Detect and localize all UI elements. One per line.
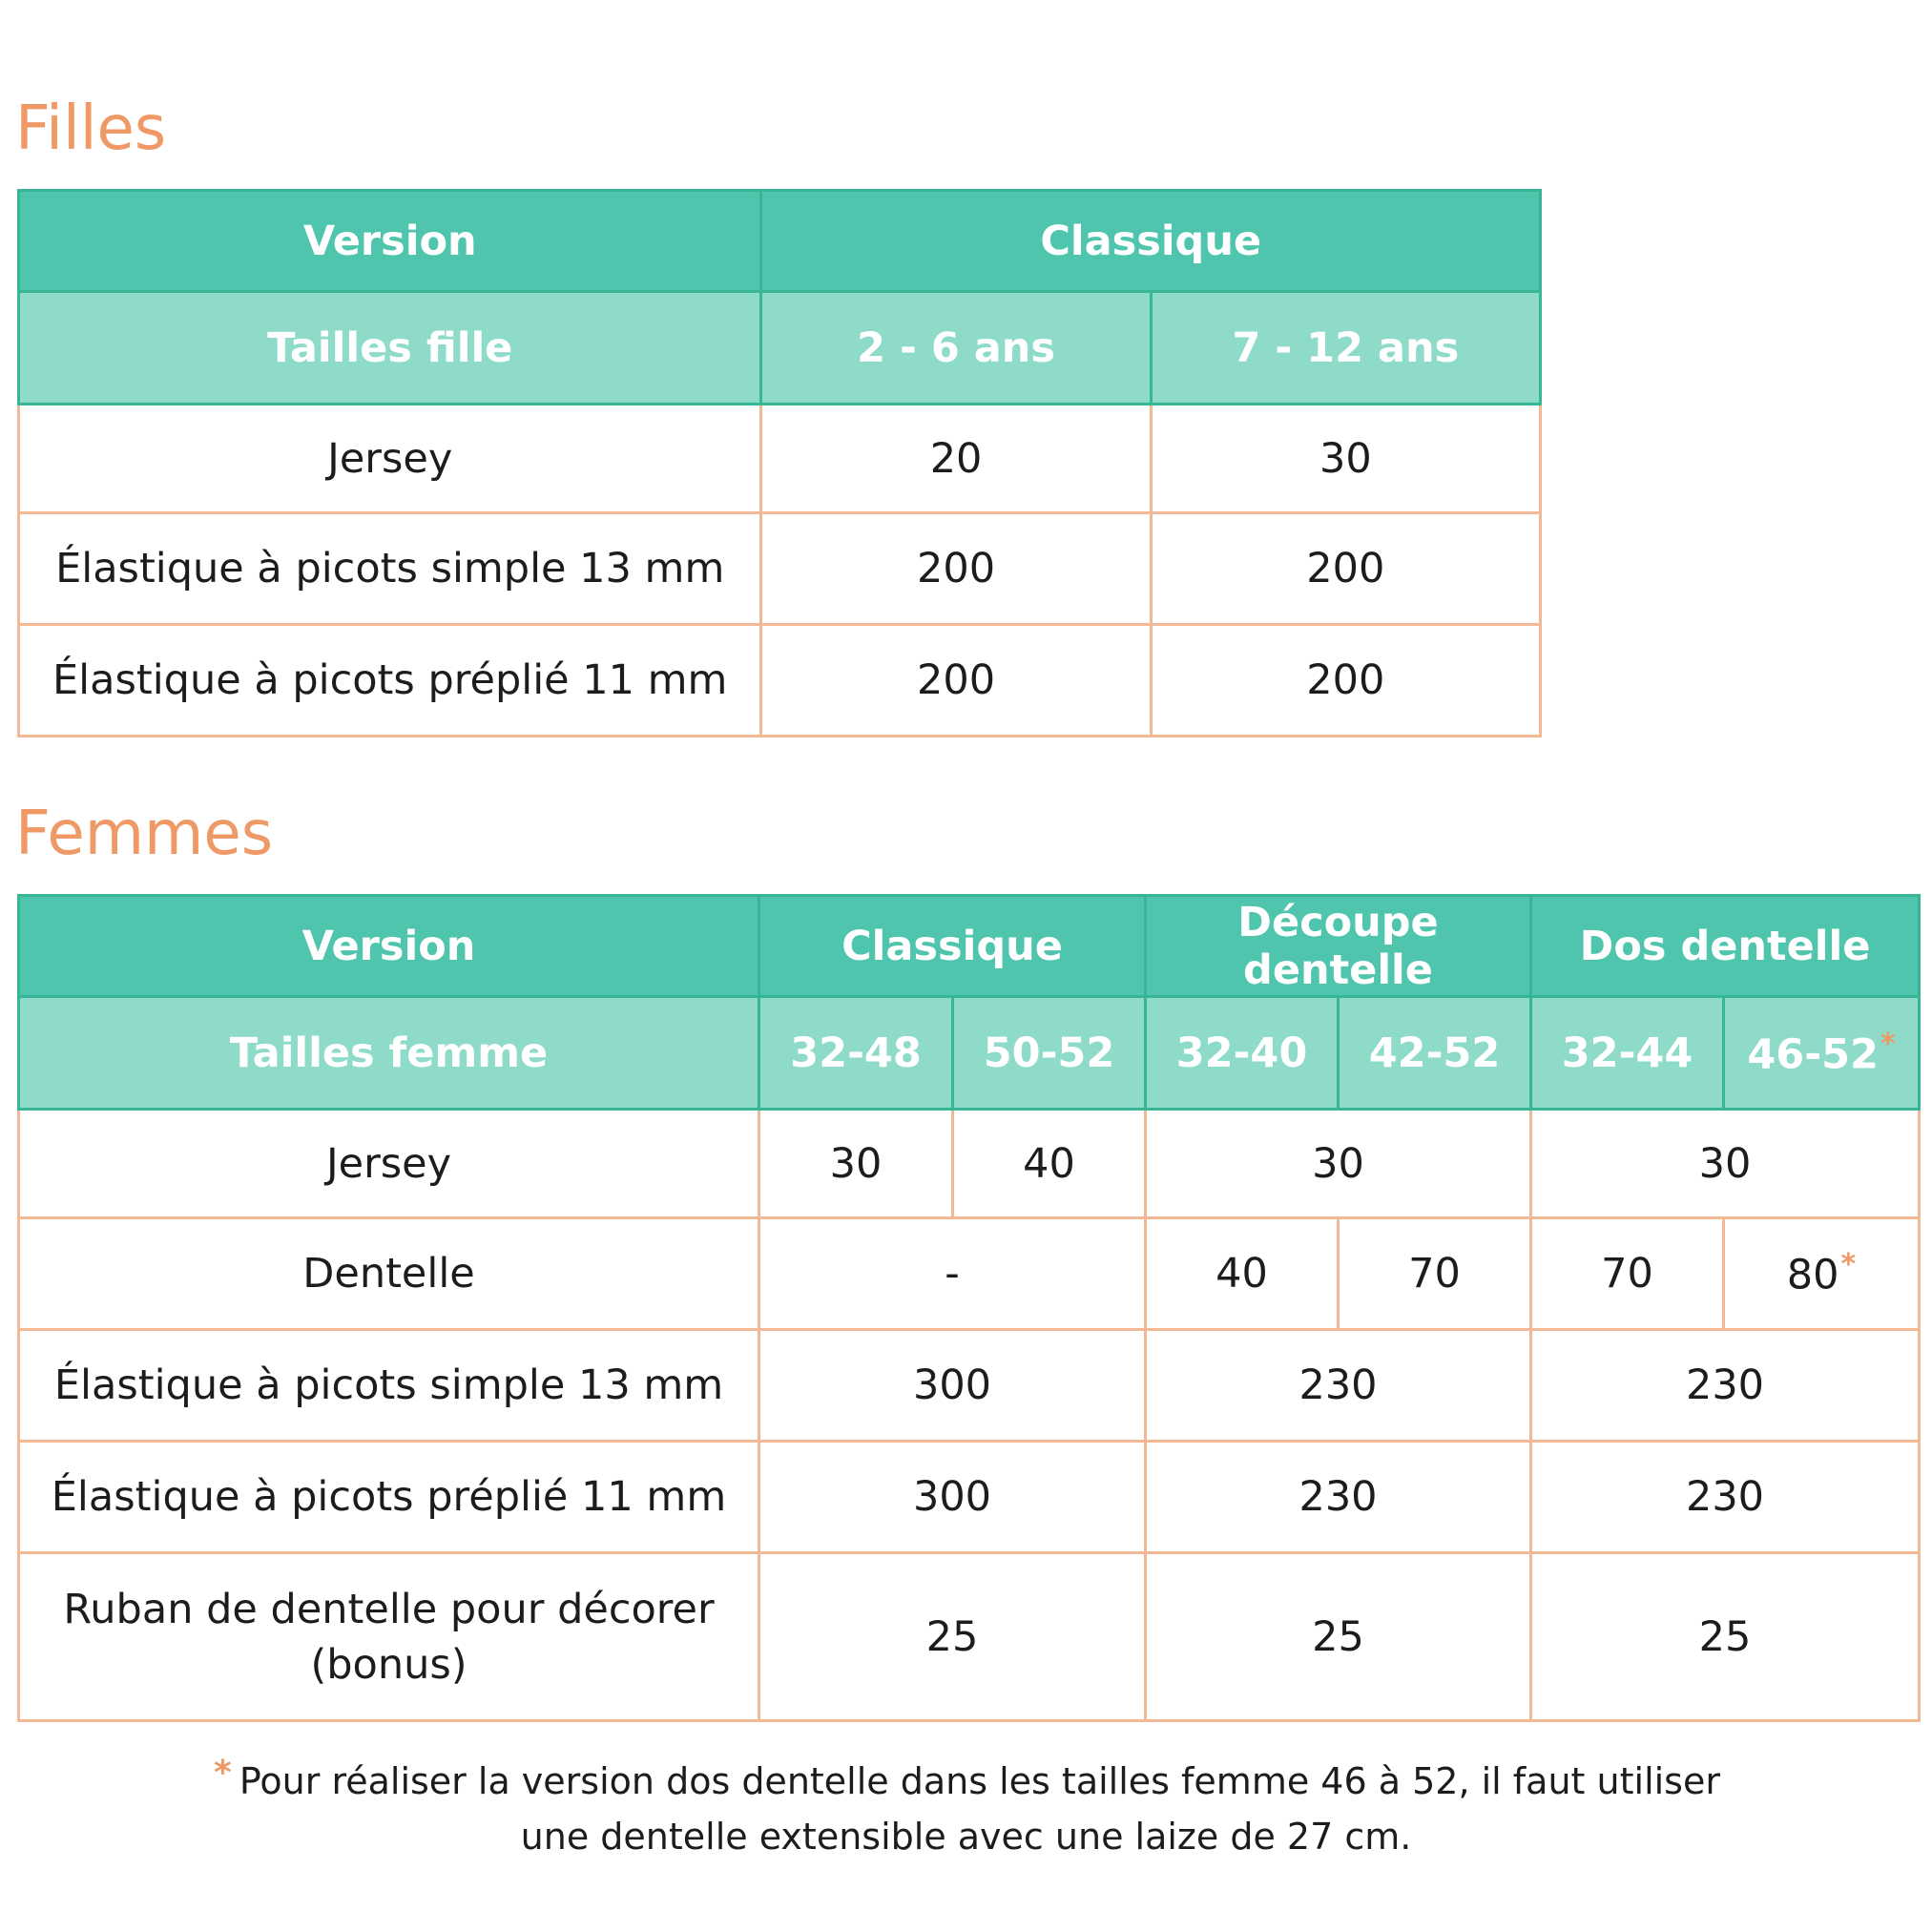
table-row: [19, 1330, 1920, 1442]
cell-value: 30: [1151, 405, 1540, 513]
cell-value: 230: [1531, 1330, 1920, 1442]
cell-value: 70: [1531, 1218, 1724, 1330]
cell-value: 25: [1146, 1553, 1531, 1721]
cell-value: 80: [1786, 1251, 1839, 1299]
size-7-12: 7 - 12 ans: [1151, 292, 1540, 405]
cell-value: 300: [759, 1330, 1146, 1442]
size-32-44: 32-44: [1531, 997, 1724, 1110]
table-row: [19, 1442, 1920, 1553]
cell-value: 30: [1146, 1110, 1531, 1218]
cell-value-80: [1724, 1218, 1920, 1330]
asterisk-mark: *: [1840, 1248, 1857, 1282]
size-42-52: 42-52: [1339, 997, 1531, 1110]
cell-value: 230: [1146, 1330, 1531, 1442]
femmes-title: Femmes: [15, 799, 274, 869]
sizes-header-row: [19, 997, 1920, 1110]
footnote-line2: une dentelle extensible avec une laize de 27 cm.: [520, 1816, 1412, 1858]
sizes-header-row: [19, 292, 1541, 405]
femmes-table: [17, 894, 1921, 1722]
filles-table: [17, 189, 1542, 737]
table-row: [19, 405, 1541, 513]
cell-value: 30: [759, 1110, 953, 1218]
classique-header: Classique: [761, 191, 1541, 292]
cell-value: 200: [761, 625, 1151, 737]
footnote: [0, 1746, 1932, 1864]
row-label: Jersey: [19, 405, 761, 513]
size-46-52-label: 46-52: [1747, 1030, 1879, 1079]
cell-value: 230: [1146, 1442, 1531, 1553]
table-row: [19, 1218, 1920, 1330]
row-label: Élastique à picots préplié 11 mm: [19, 1442, 759, 1553]
cell-value: 200: [1151, 513, 1540, 625]
table-row: [19, 1553, 1920, 1721]
dos-dentelle-header: Dos dentelle: [1531, 896, 1920, 997]
cell-value: 200: [1151, 625, 1540, 737]
row-label: Élastique à picots simple 13 mm: [19, 513, 761, 625]
cell-value: 25: [1531, 1553, 1920, 1721]
cell-value: 20: [761, 405, 1151, 513]
decoupe-dentelle-header: Découpe dentelle: [1146, 896, 1531, 997]
asterisk-mark: *: [1880, 1027, 1896, 1061]
size-32-48: 32-48: [759, 997, 953, 1110]
cell-value: -: [759, 1218, 1146, 1330]
footnote-text-1: Pour réaliser la version dos dentelle dans les tailles femme 46 à 52, il faut utiliser: [239, 1760, 1720, 1802]
table-row: [19, 513, 1541, 625]
table-row: [19, 1110, 1920, 1218]
cell-value: 230: [1531, 1442, 1920, 1553]
row-label: Élastique à picots simple 13 mm: [19, 1330, 759, 1442]
sizes-label: Tailles fille: [19, 292, 761, 405]
size-46-52: [1724, 997, 1920, 1110]
row-label-line2: (bonus): [310, 1640, 467, 1689]
row-label: Dentelle: [19, 1218, 759, 1330]
cell-value: 40: [1146, 1218, 1339, 1330]
size-2-6: 2 - 6 ans: [761, 292, 1151, 405]
size-32-40: 32-40: [1146, 997, 1339, 1110]
cell-value: 70: [1339, 1218, 1531, 1330]
row-label: Élastique à picots préplié 11 mm: [19, 625, 761, 737]
table-header-row: [19, 896, 1920, 997]
version-header: Version: [19, 896, 759, 997]
asterisk-mark: *: [214, 1754, 232, 1793]
version-header: Version: [19, 191, 761, 292]
cell-value: 200: [761, 513, 1151, 625]
sizes-label: Tailles femme: [19, 997, 759, 1110]
footnote-line1: [0, 1746, 1932, 1809]
table-row: [19, 625, 1541, 737]
cell-value: 30: [1531, 1110, 1920, 1218]
row-label-line1: Ruban de dentelle pour décorer: [63, 1585, 715, 1633]
classique-header: Classique: [759, 896, 1146, 997]
cell-value: 40: [953, 1110, 1146, 1218]
table-header-row: [19, 191, 1541, 292]
filles-title: Filles: [15, 93, 167, 164]
row-label: Jersey: [19, 1110, 759, 1218]
row-label: [19, 1553, 759, 1721]
cell-value: 25: [759, 1553, 1146, 1721]
cell-value: 300: [759, 1442, 1146, 1553]
size-50-52: 50-52: [953, 997, 1146, 1110]
